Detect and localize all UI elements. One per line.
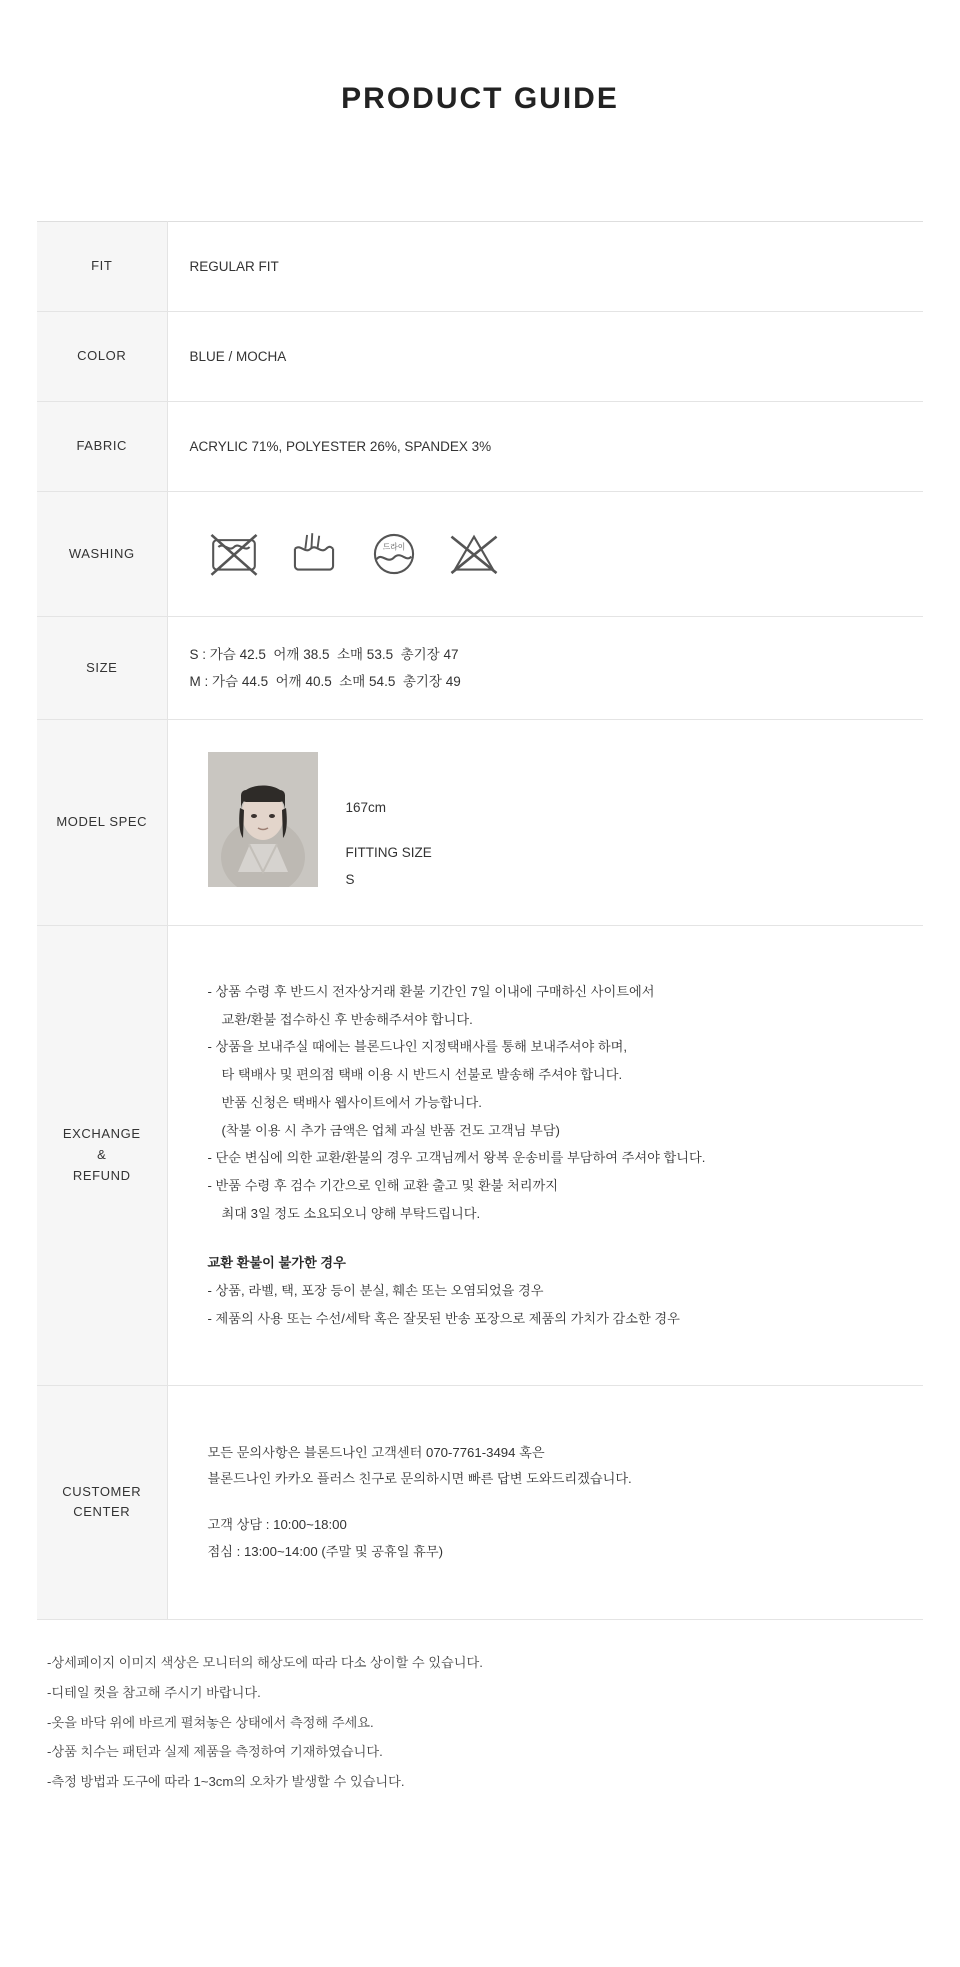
table-row	[37, 926, 923, 1386]
row-label-color: COLOR	[37, 312, 167, 402]
policy-sub-item: - 제품의 사용 또는 수선/세탁 혹은 잘못된 반송 포장으로 제품의 가치가 감소한 경우	[207, 1310, 680, 1326]
customer-label-line1: CUSTOMER	[62, 1483, 142, 1499]
size-line-s: S : 가슴 42.5 어깨 38.5 소매 53.5 총기장 47	[189, 647, 459, 662]
model-fitting-size: S	[345, 872, 355, 887]
footnote-item: -상세페이지 이미지 색상은 모니터의 해상도에 따라 다소 상이할 수 있습니다.	[47, 1655, 483, 1671]
row-label-customer-center	[37, 1385, 167, 1620]
row-label-washing: WASHING	[37, 492, 167, 617]
policy-line: - 상품을 보내주실 때에는 블론드나인 지정택배사를 통해 보내주셔야 하며,	[207, 1039, 628, 1055]
row-label-exchange-refund	[37, 926, 167, 1386]
row-label-fabric: FABRIC	[37, 402, 167, 492]
exchange-label-line2: &	[97, 1146, 107, 1162]
cs-line: 블론드나인 카카오 플러스 친구로 문의하시면 빠른 답변 도와드리겠습니다.	[207, 1471, 632, 1487]
policy-subheading: 교환 환불이 불가한 경우	[207, 1255, 346, 1271]
policy-line: 타 택배사 및 편의점 택배 이용 시 반드시 선불로 발송해 주셔야 합니다.	[221, 1067, 623, 1083]
model-photo	[208, 752, 318, 887]
table-row	[37, 720, 923, 926]
footnote-item: -상품 치수는 패턴과 실제 제품을 측정하여 기재하였습니다.	[47, 1744, 383, 1760]
row-label-model-spec: MODEL SPEC	[37, 720, 167, 926]
policy-item	[208, 1033, 924, 1144]
row-label-size: SIZE	[37, 617, 167, 720]
policy-line: - 반품 수령 후 검수 기간으로 인해 교환 출고 및 환불 처리까지	[207, 1178, 558, 1194]
model-portrait-illustration	[208, 752, 318, 887]
exchange-refund-policy	[190, 950, 924, 1361]
row-value-color: BLUE / MOCHA	[189, 348, 287, 364]
exchange-label-line1: EXCHANGE	[62, 1126, 141, 1142]
table-row	[37, 492, 923, 617]
policy-line: - 상품 수령 후 반드시 전자상거래 환불 기간인 7일 이내에 구매하신 사이트에서	[207, 984, 655, 999]
model-info	[346, 752, 432, 893]
washing-icons	[190, 516, 924, 592]
policy-line: (착불 이용 시 추가 금액은 업체 과실 반품 건도 고객님 부담)	[221, 1122, 560, 1138]
policy-line: - 단순 변심에 의한 교환/환불의 경우 고객님께서 왕복 운송비를 부담하여 주셔야 합니다.	[207, 1150, 706, 1166]
tumble-dry-icon	[368, 528, 420, 580]
product-spec-table	[37, 221, 923, 1620]
cs-lunch-line: 점심 : 13:00~14:00 (주말 및 공휴일 휴무)	[207, 1543, 444, 1559]
customer-center-info	[190, 1410, 924, 1596]
customer-label-line2: CENTER	[73, 1504, 131, 1520]
model-spec-block	[190, 744, 924, 901]
svg-text:드라이: 드라이	[382, 542, 405, 552]
size-line-m: M : 가슴 44.5 어깨 40.5 소매 54.5 총기장 49	[189, 674, 461, 689]
policy-sub-item: - 상품, 라벨, 택, 포장 등이 분실, 훼손 또는 오염되었을 경우	[207, 1283, 544, 1299]
model-height: 167cm	[345, 800, 387, 815]
cs-hours-line: 고객 상담 : 10:00~18:00	[207, 1517, 347, 1533]
policy-line: 최대 3일 정도 소요되오니 양해 부탁드립니다.	[221, 1205, 481, 1221]
policy-item	[208, 1144, 924, 1172]
footnote-item: -측정 방법과 도구에 따라 1~3cm의 오차가 발생할 수 있습니다.	[47, 1774, 405, 1790]
exchange-label-line3: REFUND	[72, 1167, 131, 1183]
cs-line: 모든 문의사항은 블론드나인 고객센터 070-7761-3494 혹은	[207, 1444, 545, 1460]
model-fitting-label: FITTING SIZE	[345, 845, 432, 860]
row-value-fabric: ACRYLIC 71%, POLYESTER 26%, SPANDEX 3%	[189, 438, 492, 454]
policy-item	[208, 978, 924, 1033]
policy-line: 반품 신청은 택배사 웹사이트에서 가능합니다.	[221, 1094, 482, 1110]
footnote-item: -옷을 바닥 위에 바르게 펼쳐놓은 상태에서 측정해 주세요.	[47, 1714, 374, 1730]
policy-item	[208, 1172, 924, 1227]
table-row	[37, 402, 923, 492]
no-machine-wash-icon	[208, 528, 260, 580]
table-row	[37, 1385, 923, 1620]
footnote-item: -디테일 컷을 참고해 주시기 바랍니다.	[47, 1684, 261, 1700]
table-row	[37, 222, 923, 312]
row-label-fit: FIT	[37, 222, 167, 312]
hand-wash-only-icon	[288, 528, 340, 580]
policy-line: 교환/환불 접수하신 후 반송해주셔야 합니다.	[221, 1011, 473, 1027]
row-value-fit: REGULAR FIT	[189, 258, 279, 274]
footnotes	[37, 1648, 923, 1857]
no-bleach-icon	[448, 528, 500, 580]
table-row	[37, 312, 923, 402]
table-row	[37, 617, 923, 720]
page-title: PRODUCT GUIDE	[341, 82, 619, 115]
